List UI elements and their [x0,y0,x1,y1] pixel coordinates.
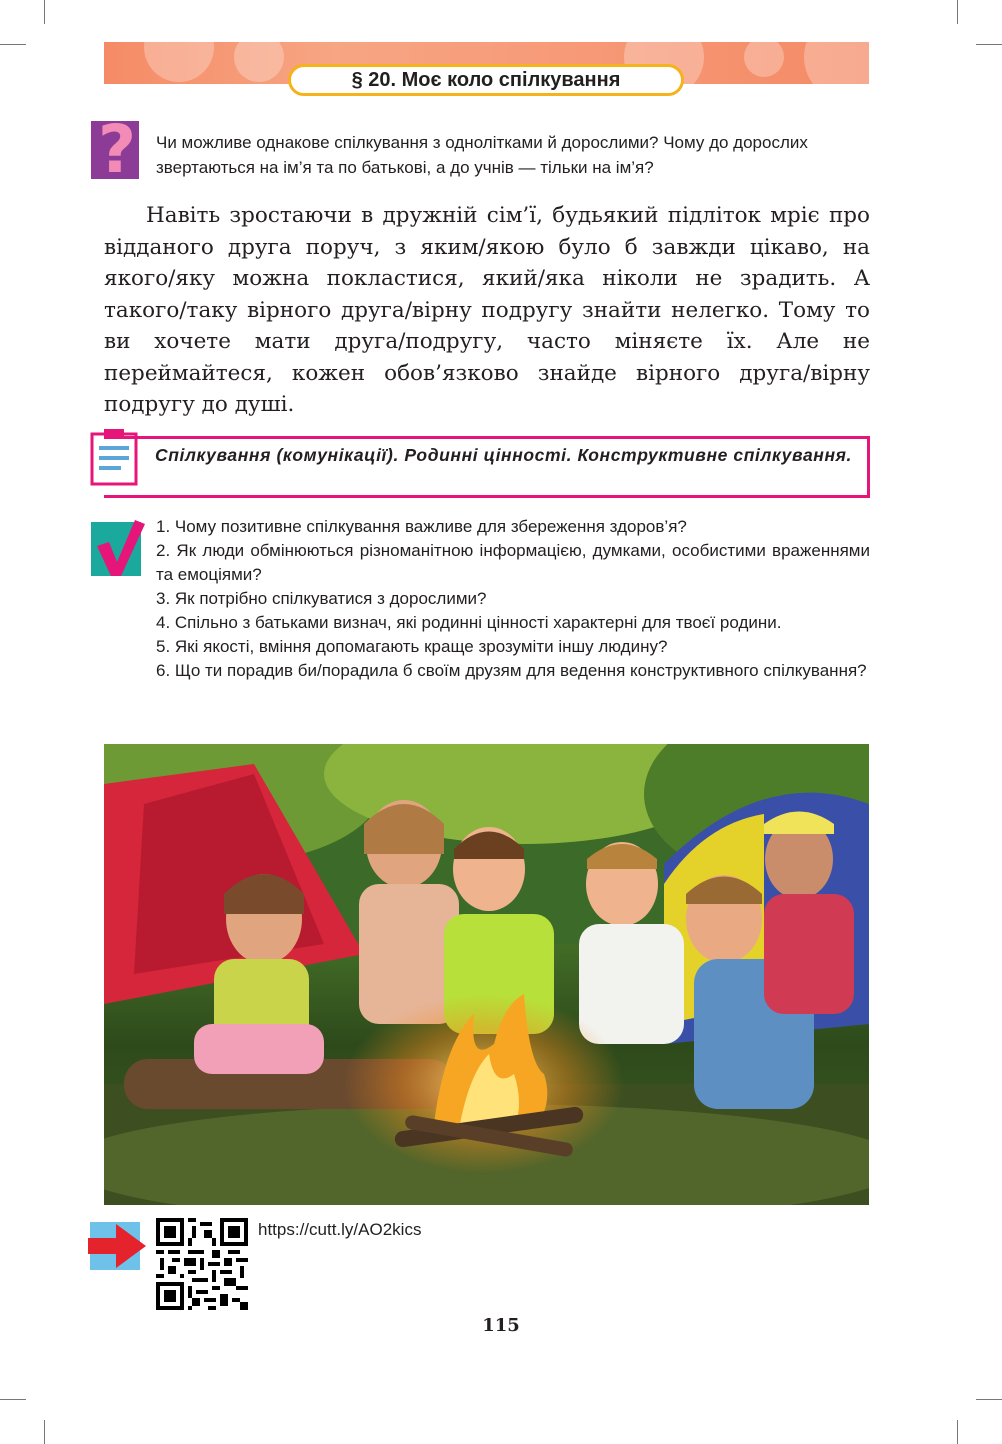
arrow-right-icon [88,1218,146,1274]
crop-mark [44,1420,45,1444]
question-mark-icon: ? [91,121,139,179]
review-questions [156,515,870,683]
list-item: 3. Як потрібно спілкуватися з дорослими? [156,589,487,608]
crop-mark [0,1399,26,1400]
qr-code[interactable] [156,1218,248,1310]
page-number: 115 [482,1315,520,1336]
list-item: 6. Що ти порадив би/порадила б своїм друзям для ведення конструктивного спілкування? [156,661,867,680]
crop-mark [976,1399,1002,1400]
list-item: 4. Спільно з батьками визнач, які родинні цінності характерні для твоєї родини. [156,613,782,632]
crop-mark [957,1420,958,1444]
resource-link[interactable]: https://cutt.ly/AO2kics [258,1220,422,1239]
list-item: 5. Які якості, вміння допомагають краще зрозуміти іншу людину? [156,637,668,656]
key-terms: Спілкування (комунікації). Родинні цінності. Конструктивне спілкування. [155,445,852,465]
campfire-photo [104,744,869,1205]
main-paragraph: Навіть зростаючи в дружній сім’ї, будьякий підліток мріє про відданого друга поруч, з яким/якою було б завжди цікаво, на якого/яку можна покластися, який/яка ніколи не зрадить. А такого/таку вірного друга/вірну подругу знайти нелегко. Тому то ви хочете мати друга/подругу, часто міняєте їх. Але не переймайтеся, кожен обов’язково знайде вірного друга/вірну подругу до душі. [104,203,870,417]
checkmark-icon [91,520,145,578]
page-title: § 20. Моє коло спілкування [288,64,684,96]
crop-mark [976,44,1002,45]
crop-mark [957,0,958,24]
list-item: 2. Як люди обмінюються різноманітною інформацією, думками, особистими враженнями та емоціями? [156,541,870,584]
campfire-illustration [104,744,869,1205]
crop-mark [44,0,45,24]
list-item: 1. Чому позитивне спілкування важливе для збереження здоров’я? [156,517,687,536]
crop-mark [0,44,26,45]
intro-question: Чи можливе однакове спілкування з однолітками й дорослими? Чому до дорослих звертаються на ім’я та по батькові, а до учнів — тільки на ім’я? [156,133,808,177]
